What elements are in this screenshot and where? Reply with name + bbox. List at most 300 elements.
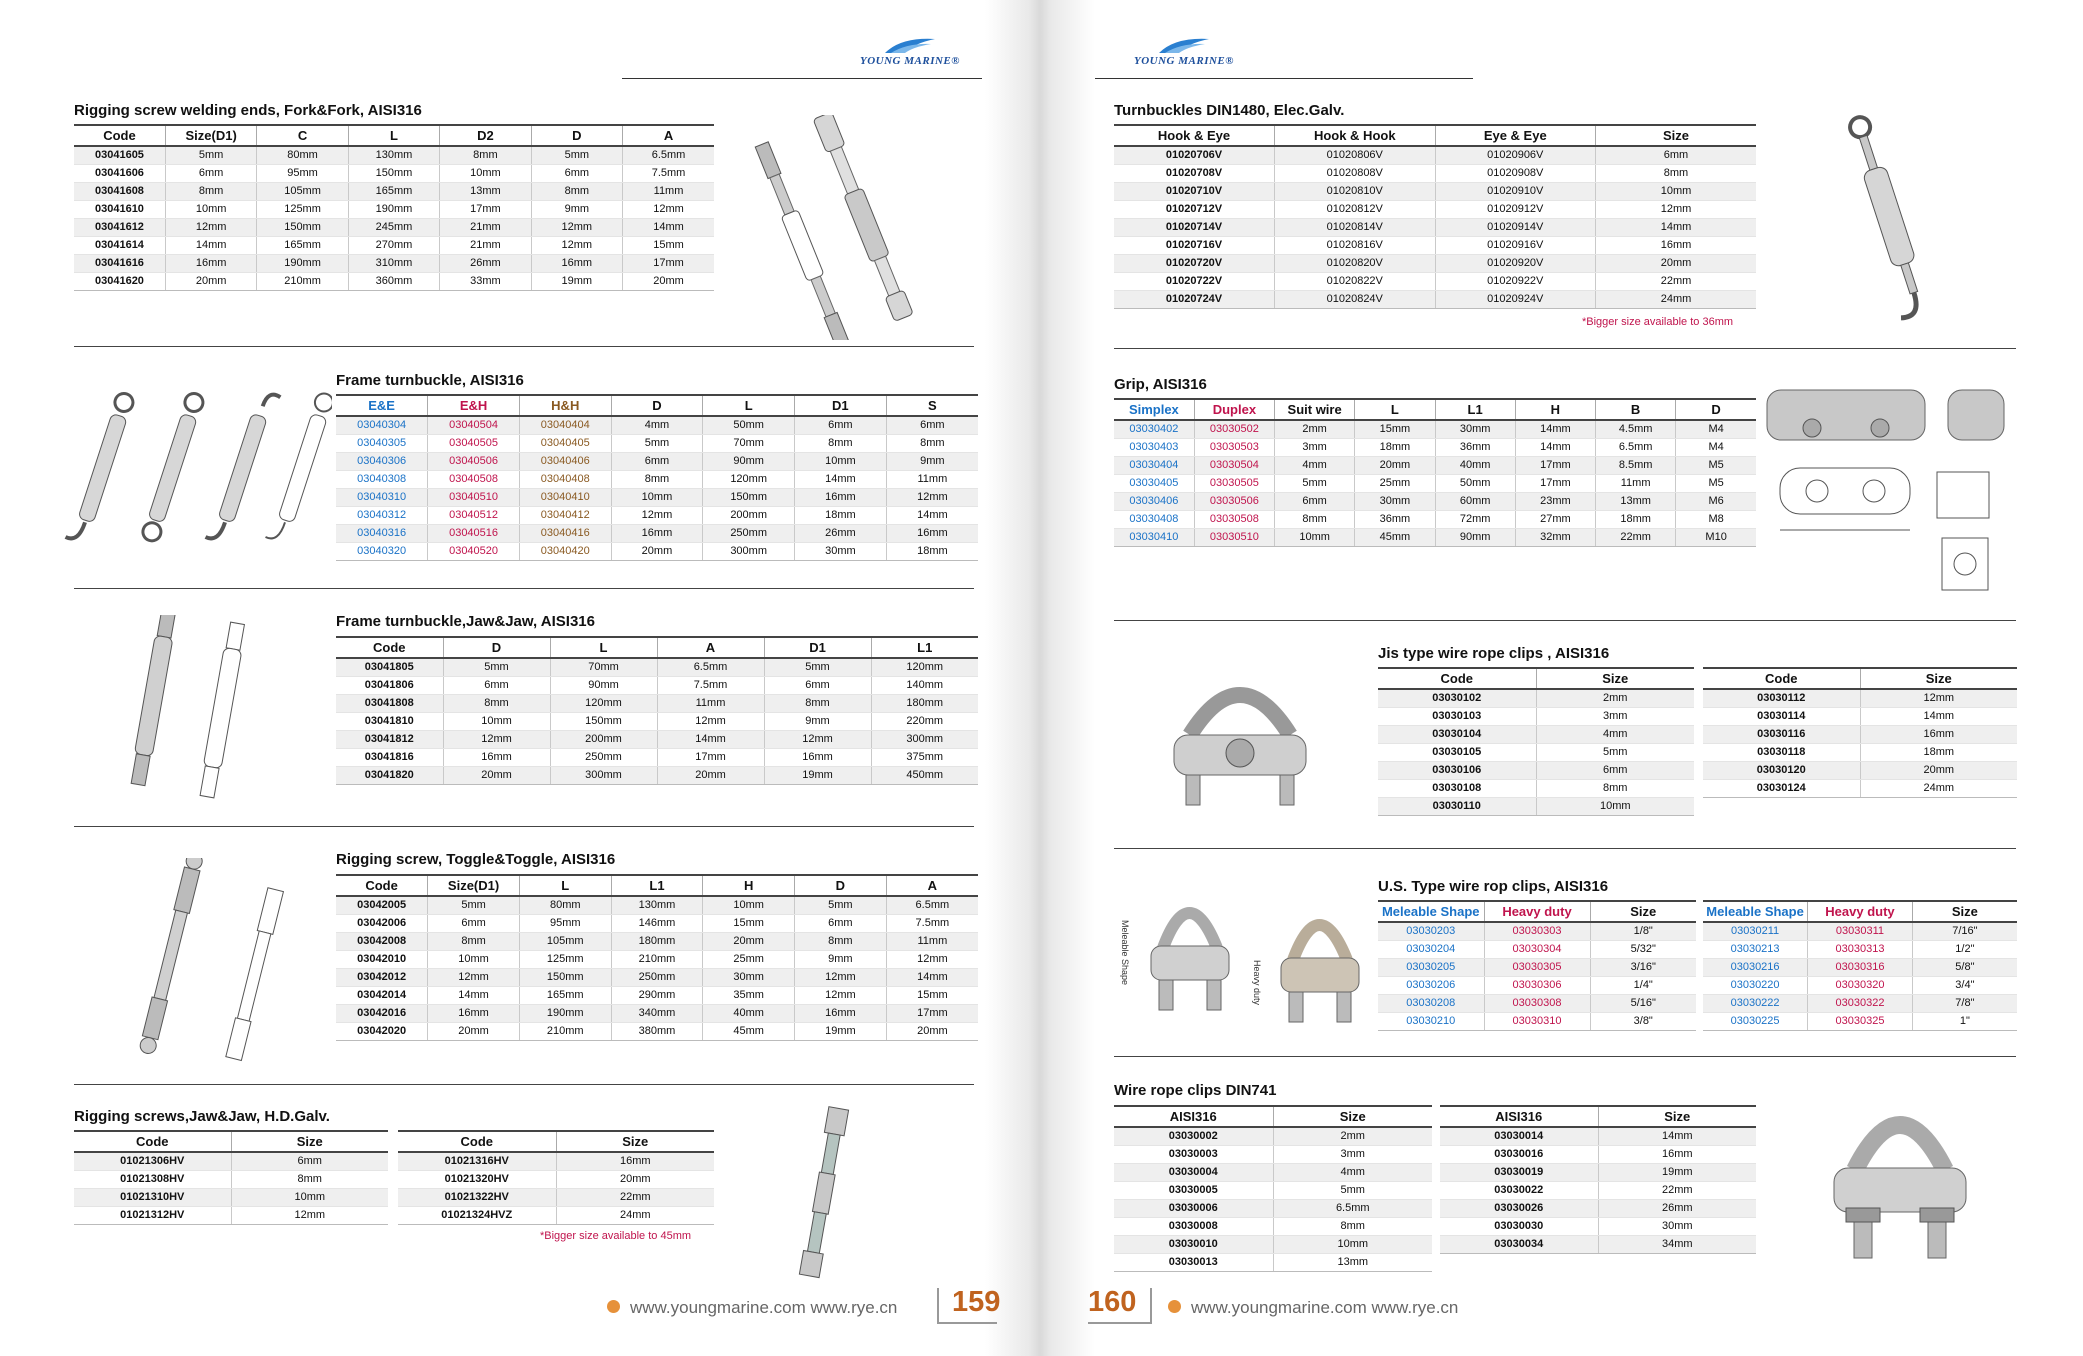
column-header: D1 (764, 637, 871, 658)
table-cell: 03030030 (1440, 1217, 1598, 1235)
table-cell: 6.5mm (657, 658, 764, 676)
table-cell: 01020708V (1114, 164, 1275, 182)
table-cell: 03030102 (1378, 689, 1536, 707)
column-header: D (531, 125, 622, 146)
table-row (336, 488, 978, 506)
table-cell: 03030403 (1114, 438, 1194, 456)
table-cell: 8mm (231, 1170, 388, 1188)
table-row (1378, 779, 1694, 797)
table-row (336, 506, 978, 524)
table-cell: 03041606 (74, 164, 165, 182)
table-cell: 01020710V (1114, 182, 1275, 200)
table-cell: 20mm (657, 766, 764, 784)
section-divider (74, 826, 974, 827)
table-cell: 16mm (795, 1004, 887, 1022)
table-cell: 20mm (1355, 456, 1435, 474)
globe-icon (607, 1300, 620, 1313)
page-divider-bar (937, 1288, 939, 1324)
section-divider (74, 346, 974, 347)
section-divider (1114, 1056, 2016, 1057)
table-cell: 19mm (795, 1022, 887, 1040)
table-cell: 165mm (257, 236, 348, 254)
table-row (1114, 438, 1756, 456)
footer-url: www.youngmarine.com www.rye.cn (630, 1298, 898, 1317)
table-cell: 14mm (165, 236, 256, 254)
table-cell: 190mm (348, 200, 439, 218)
table-row (1114, 456, 1756, 474)
column-header: B (1596, 399, 1676, 420)
table-cell: 01020906V (1435, 146, 1596, 164)
table-cell: 01021306HV (74, 1152, 231, 1170)
section-title: Wire rope clips DIN741 (1114, 1082, 1277, 1099)
table-header-row (336, 875, 978, 896)
table-cell: 17mm (886, 1004, 978, 1022)
table-cell: 03030205 (1378, 958, 1484, 976)
table-cell: 11mm (657, 694, 764, 712)
table-cell: M4 (1676, 438, 1756, 456)
table-row (1703, 725, 2017, 743)
table-cell: M8 (1676, 510, 1756, 528)
column-header: AISI316 (1114, 1106, 1273, 1127)
table-cell: 03030203 (1378, 922, 1484, 940)
table-cell: 180mm (871, 694, 978, 712)
meleable-clip-illustration (1135, 888, 1245, 1018)
table-cell: 21mm (440, 218, 531, 236)
table-cell: 10mm (1536, 797, 1694, 815)
table-cell: 8mm (795, 434, 887, 452)
table-cell: 16mm (1596, 236, 1757, 254)
table-cell: 120mm (550, 694, 657, 712)
table-cell: 22mm (1596, 272, 1757, 290)
table-cell: 20mm (428, 1022, 520, 1040)
table-cell: 3mm (1273, 1145, 1432, 1163)
column-header: Code (336, 637, 443, 658)
table-cell: 3mm (1536, 707, 1694, 725)
table-row (336, 470, 978, 488)
table-cell: 03040504 (428, 416, 520, 434)
table-row (1114, 290, 1756, 308)
table-cell: 24mm (1596, 290, 1757, 308)
column-header: Size(D1) (428, 875, 520, 896)
sail-icon (1155, 35, 1213, 55)
table-cell: 03030406 (1114, 492, 1194, 510)
table-cell: 14mm (1860, 707, 2017, 725)
jaw-frame-turnbuckle-illustration (105, 615, 305, 805)
table-cell: 03042008 (336, 932, 428, 950)
table-header-row (1703, 901, 2017, 922)
table-cell: 6mm (443, 676, 550, 694)
spec-table (1378, 900, 1696, 1031)
table-cell: 6mm (1536, 761, 1694, 779)
table-cell: 03030503 (1194, 438, 1274, 456)
table-cell: 33mm (440, 272, 531, 290)
table-cell: M4 (1676, 420, 1756, 438)
table-cell: 03030220 (1703, 976, 1808, 994)
table-cell: 30mm (1435, 420, 1515, 438)
table-row (1703, 707, 2017, 725)
table-cell: 13mm (1273, 1253, 1432, 1271)
table-cell: 8mm (443, 694, 550, 712)
table-cell: 10mm (703, 896, 795, 914)
size-note: *Bigger size available to 45mm (540, 1230, 692, 1242)
column-header: D1 (795, 395, 887, 416)
table-cell: 01020908V (1435, 164, 1596, 182)
column-header: Duplex (1194, 399, 1274, 420)
jis-clip-illustration (1160, 665, 1320, 825)
table-cell: 24mm (556, 1206, 714, 1224)
table-row (74, 1206, 388, 1224)
table-row (74, 218, 714, 236)
column-header: L (703, 395, 795, 416)
table-row (1378, 922, 1696, 940)
page-number: 160 (1088, 1286, 1137, 1318)
table-cell: 5mm (611, 434, 703, 452)
section-title: Grip, AISI316 (1114, 376, 1207, 393)
table-cell: 03030405 (1114, 474, 1194, 492)
table-cell: 01020716V (1114, 236, 1275, 254)
table-cell: 03030006 (1114, 1199, 1273, 1217)
table-cell: 14mm (428, 986, 520, 1004)
table-cell: 03041610 (74, 200, 165, 218)
table-cell: 5mm (1273, 1181, 1432, 1199)
table-row (1114, 492, 1756, 510)
table-cell: 26mm (1598, 1199, 1756, 1217)
table-row (1703, 1012, 2017, 1030)
table-cell: 03030104 (1378, 725, 1536, 743)
table-cell: 03030105 (1378, 743, 1536, 761)
table-cell: 1" (1912, 1012, 2017, 1030)
table-cell: 17mm (623, 254, 714, 272)
table-cell: 210mm (611, 950, 703, 968)
table-cell: 03030003 (1114, 1145, 1273, 1163)
table-row (1703, 994, 2017, 1012)
heavy-duty-clip-illustration (1265, 900, 1375, 1030)
table-cell: 20mm (623, 272, 714, 290)
table-cell: 7.5mm (657, 676, 764, 694)
table-cell: 03030303 (1484, 922, 1590, 940)
table-cell: 14mm (1598, 1127, 1756, 1145)
section-title: Turnbuckles DIN1480, Elec.Galv. (1114, 102, 1345, 119)
table-cell: 20mm (611, 542, 703, 560)
table-row (1114, 218, 1756, 236)
table-cell: 14mm (886, 968, 978, 986)
table-cell: 03040306 (336, 452, 428, 470)
table-cell: 01020706V (1114, 146, 1275, 164)
table-row (336, 416, 978, 434)
table-cell: 12mm (611, 506, 703, 524)
table-cell: 03042020 (336, 1022, 428, 1040)
table-row (1378, 1012, 1696, 1030)
table-cell: 20mm (886, 1022, 978, 1040)
table-cell: 18mm (795, 506, 887, 524)
table-row (336, 542, 978, 560)
spec-table (1114, 124, 1756, 309)
table-cell: 12mm (795, 968, 887, 986)
table-cell: 03030005 (1114, 1181, 1273, 1199)
column-header: Size (1590, 901, 1696, 922)
table-row (336, 896, 978, 914)
table-cell: M10 (1676, 528, 1756, 546)
table-cell: 6mm (795, 416, 887, 434)
table-cell: 5mm (443, 658, 550, 676)
table-cell: 5mm (1275, 474, 1355, 492)
table-cell: 4mm (611, 416, 703, 434)
table-cell: 03030016 (1440, 1145, 1598, 1163)
table-cell: 2mm (1275, 420, 1355, 438)
table-cell: 6mm (428, 914, 520, 932)
table-cell: 1/8" (1590, 922, 1696, 940)
table-cell: 20mm (556, 1170, 714, 1188)
table-cell: 450mm (871, 766, 978, 784)
table-cell: 03030504 (1194, 456, 1274, 474)
table-header-row (398, 1131, 714, 1152)
table-cell: 130mm (348, 146, 439, 164)
table-cell: 5mm (795, 896, 887, 914)
table-cell: 03030308 (1484, 994, 1590, 1012)
column-header: H (1515, 399, 1595, 420)
column-header: Code (74, 1131, 231, 1152)
table-cell: 01020822V (1275, 272, 1436, 290)
header-rule-right (1095, 78, 1473, 79)
table-row (1114, 182, 1756, 200)
section-divider (1114, 848, 2016, 849)
table-row (74, 1152, 388, 1170)
table-cell: 03030505 (1194, 474, 1274, 492)
table-cell: 01020922V (1435, 272, 1596, 290)
table-cell: 150mm (703, 488, 795, 506)
table-row (1703, 761, 2017, 779)
column-header: C (257, 125, 348, 146)
table-cell: 35mm (703, 986, 795, 1004)
table-row (1703, 976, 2017, 994)
table-cell: 26mm (440, 254, 531, 272)
table-cell: 5mm (165, 146, 256, 164)
table-row (336, 986, 978, 1004)
column-header: E&H (428, 395, 520, 416)
table-row (1114, 164, 1756, 182)
table-row (1114, 1253, 1432, 1271)
table-cell: 105mm (519, 932, 611, 950)
table-cell: 01020916V (1435, 236, 1596, 254)
table-cell: 01020808V (1275, 164, 1436, 182)
heavy-duty-label: Heavy duty (1252, 960, 1262, 1006)
table-cell: 03042006 (336, 914, 428, 932)
table-cell: 8mm (531, 182, 622, 200)
table-cell: 12mm (657, 712, 764, 730)
table-cell: 03030211 (1703, 922, 1808, 940)
brand-name: YOUNG MARINE® (860, 55, 960, 67)
section-title: Rigging screw, Toggle&Toggle, AISI316 (336, 851, 616, 868)
table-cell: 4mm (1275, 456, 1355, 474)
table-cell: 72mm (1435, 510, 1515, 528)
table-cell: 30mm (1355, 492, 1435, 510)
table-cell: 36mm (1435, 438, 1515, 456)
table-cell: 5/16" (1590, 994, 1696, 1012)
table-row (336, 932, 978, 950)
table-cell: 01021320HV (398, 1170, 556, 1188)
table-cell: 30mm (795, 542, 887, 560)
table-cell: 8mm (1273, 1217, 1432, 1235)
column-header: A (657, 637, 764, 658)
table-cell: 5mm (1536, 743, 1694, 761)
column-header: Size (1860, 668, 2017, 689)
table-cell: 01020914V (1435, 218, 1596, 236)
footer-url: www.youngmarine.com www.rye.cn (1191, 1298, 1459, 1317)
table-cell: 03030002 (1114, 1127, 1273, 1145)
table-cell: 30mm (1598, 1217, 1756, 1235)
table-cell: 03030506 (1194, 492, 1274, 510)
page-underline (1088, 1322, 1152, 1324)
table-cell: 11mm (886, 470, 978, 488)
table-row (336, 914, 978, 932)
table-row (1378, 958, 1696, 976)
column-header: A (886, 875, 978, 896)
table-cell: 150mm (550, 712, 657, 730)
table-cell: 03040516 (428, 524, 520, 542)
table-cell: 165mm (519, 986, 611, 1004)
column-header: Size(D1) (165, 125, 256, 146)
table-cell: 03041810 (336, 712, 443, 730)
table-row (1114, 254, 1756, 272)
table-cell: 10mm (1273, 1235, 1432, 1253)
table-cell: 6mm (531, 164, 622, 182)
table-cell: 15mm (623, 236, 714, 254)
table-cell: 01021308HV (74, 1170, 231, 1188)
section-title: U.S. Type wire rop clips, AISI316 (1378, 878, 1609, 895)
column-header: L1 (871, 637, 978, 658)
table-cell: 01021316HV (398, 1152, 556, 1170)
table-row (336, 766, 978, 784)
table-cell: 03041805 (336, 658, 443, 676)
table-row (398, 1206, 714, 1224)
table-cell: 03040308 (336, 470, 428, 488)
table-cell: 03030508 (1194, 510, 1274, 528)
table-cell: 8mm (1275, 510, 1355, 528)
table-cell: 7.5mm (886, 914, 978, 932)
table-cell: 03030216 (1703, 958, 1808, 976)
table-cell: 01021322HV (398, 1188, 556, 1206)
table-header-row (74, 125, 714, 146)
table-cell: 03042014 (336, 986, 428, 1004)
table-cell: 03040304 (336, 416, 428, 434)
table-cell: 17mm (1515, 456, 1595, 474)
table-cell: 7/16" (1912, 922, 2017, 940)
table-row (336, 694, 978, 712)
table-cell: 14mm (657, 730, 764, 748)
table-header-row (1114, 1106, 1432, 1127)
table-cell: 03030304 (1484, 940, 1590, 958)
table-cell: 6mm (1275, 492, 1355, 510)
table-cell: 3/16" (1590, 958, 1696, 976)
table-row (398, 1170, 714, 1188)
table-cell: 9mm (531, 200, 622, 218)
table-cell: 180mm (611, 932, 703, 950)
table-cell: 40mm (703, 1004, 795, 1022)
column-header: S (886, 395, 978, 416)
din741-clip-illustration (1820, 1090, 1980, 1270)
table-row (1378, 707, 1694, 725)
table-header-row (1114, 399, 1756, 420)
table-row (74, 182, 714, 200)
column-header: Size (1598, 1106, 1756, 1127)
spec-table (1114, 398, 1756, 547)
table-cell: 03040505 (428, 434, 520, 452)
table-cell: 03030106 (1378, 761, 1536, 779)
table-row (74, 272, 714, 290)
table-cell: 210mm (257, 272, 348, 290)
table-cell: 70mm (550, 658, 657, 676)
column-header: Eye & Eye (1435, 125, 1596, 146)
table-cell: 19mm (1598, 1163, 1756, 1181)
table-cell: 20mm (165, 272, 256, 290)
table-cell: 6mm (231, 1152, 388, 1170)
table-cell: 10mm (1275, 528, 1355, 546)
table-cell: 12mm (231, 1206, 388, 1224)
table-cell: 4.5mm (1596, 420, 1676, 438)
table-row (336, 1022, 978, 1040)
table-row (1703, 779, 2017, 797)
table-cell: 7/8" (1912, 994, 2017, 1012)
column-header: Simplex (1114, 399, 1194, 420)
table-cell: 03040506 (428, 452, 520, 470)
table-cell: 01021310HV (74, 1188, 231, 1206)
table-cell: 6mm (764, 676, 871, 694)
table-cell: 03030022 (1440, 1181, 1598, 1199)
table-cell: 03030222 (1703, 994, 1808, 1012)
table-cell: 01020920V (1435, 254, 1596, 272)
table-cell: 3/4" (1912, 976, 2017, 994)
table-row (1378, 689, 1694, 707)
section-title: Frame turnbuckle,Jaw&Jaw, AISI316 (336, 613, 595, 630)
table-cell: 70mm (703, 434, 795, 452)
table-row (1114, 528, 1756, 546)
table-cell: 10mm (611, 488, 703, 506)
table-row (1114, 146, 1756, 164)
spec-table (336, 874, 978, 1041)
table-cell: 14mm (1515, 420, 1595, 438)
table-cell: 5mm (428, 896, 520, 914)
table-row (1378, 976, 1696, 994)
table-cell: 300mm (871, 730, 978, 748)
table-cell: 270mm (348, 236, 439, 254)
table-cell: 6.5mm (886, 896, 978, 914)
table-row (1114, 1217, 1432, 1235)
column-header: Size (1273, 1106, 1432, 1127)
table-cell: 220mm (871, 712, 978, 730)
table-cell: 03030402 (1114, 420, 1194, 438)
table-cell: 03041616 (74, 254, 165, 272)
table-cell: 13mm (440, 182, 531, 200)
table-row (74, 146, 714, 164)
spec-table (74, 1130, 388, 1225)
table-row (1114, 1163, 1432, 1181)
section-title: Frame turnbuckle, AISI316 (336, 372, 524, 389)
table-cell: 16mm (764, 748, 871, 766)
column-header: D (443, 637, 550, 658)
table-row (1703, 922, 2017, 940)
table-cell: 30mm (703, 968, 795, 986)
table-cell: 01020924V (1435, 290, 1596, 308)
table-cell: 01020712V (1114, 200, 1275, 218)
table-cell: 03030316 (1808, 958, 1913, 976)
table-cell: 03030510 (1194, 528, 1274, 546)
table-cell: 3mm (1275, 438, 1355, 456)
table-row (1440, 1235, 1756, 1253)
brand-name: YOUNG MARINE® (1134, 55, 1234, 67)
column-header: D2 (440, 125, 531, 146)
table-cell: 4mm (1273, 1163, 1432, 1181)
table-row (1703, 743, 2017, 761)
